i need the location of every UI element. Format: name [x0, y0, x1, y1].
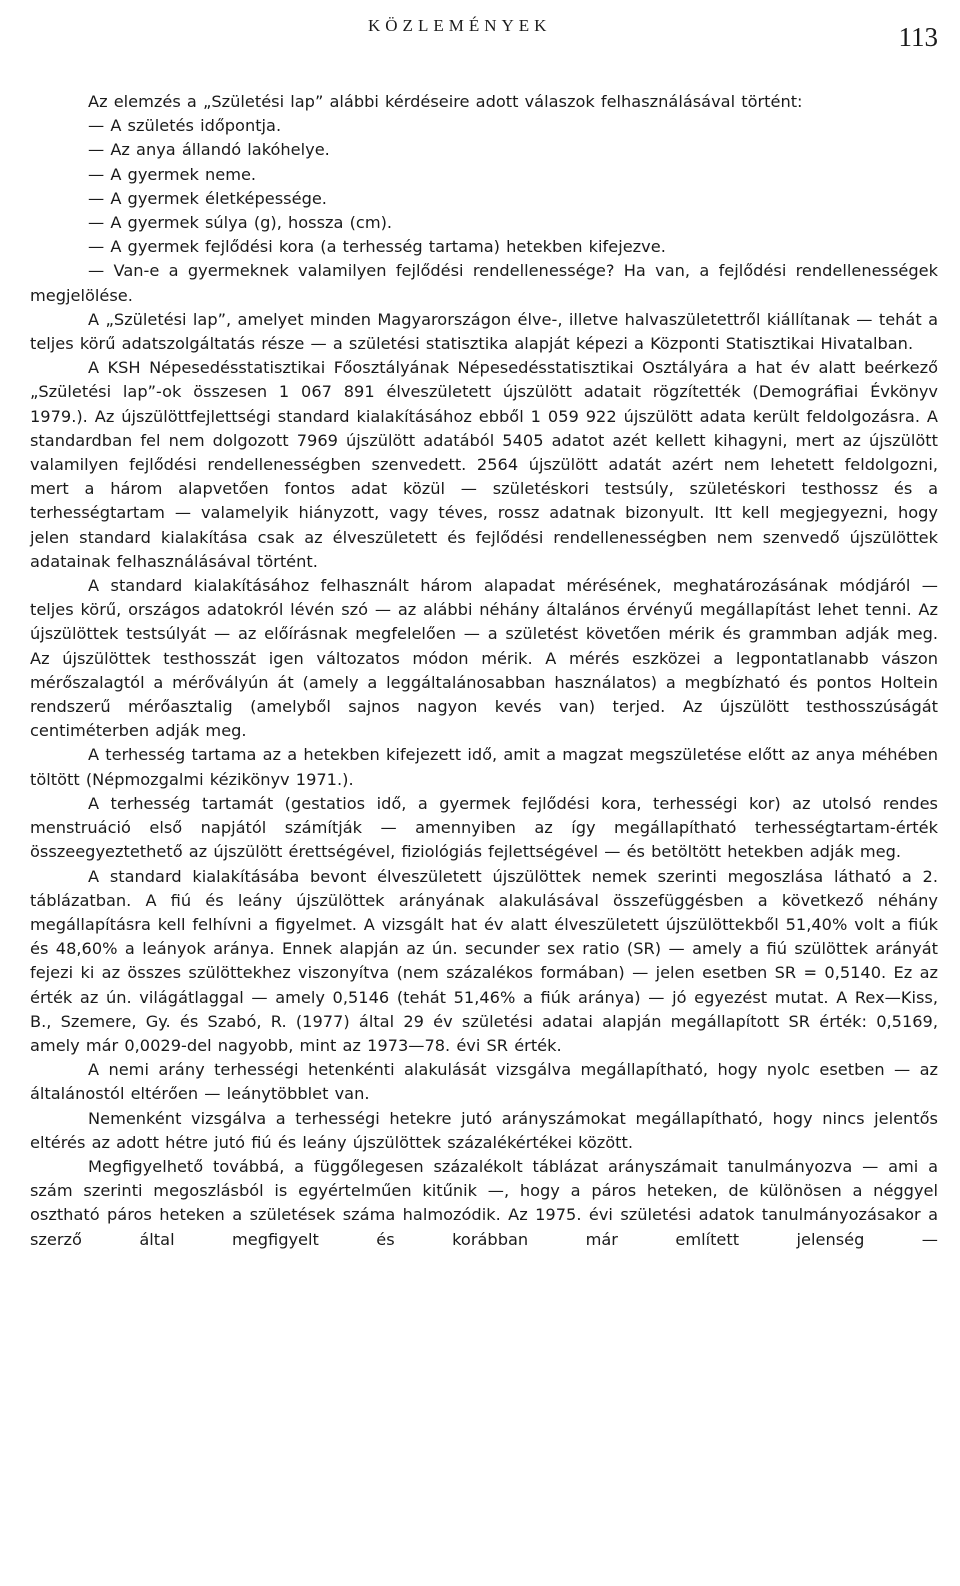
paragraph: A KSH Népesedésstatisztikai Főosztályának Népesedésstatisztikai Osztályára a hat év alatt beérkező „Születési lap”-ok összesen 1 067 891 élveszületett újszülött adatait rögzítették (Demográfiai Évkönyv 1979.). Az újszülöttfejlettségi standard kialakításához ebből 1 059 922 újszülött adata került feldolgozásra. A standardban fel nem dolgozott 7969 újszülött adatából 5405 adatot azét kellett kihagyni, mert az újszülött valamilyen fejlődési rendellenességben szenvedett. 2564 újszülött adatát azért nem lehetett feldolgozni, mert a három alapvetően fontos adat közül — születéskori testsúly, születéskori testhossz és a terhességtartam — valamelyik hiányzott, vagy téves, rossz adatnak bizonyult. Itt kell megjegyezni, hogy jelen standard kialakítása csak az élveszületett és fejlődési rendellenességben nem szenvedő újszülöttek adatainak felhasználásával történt.: [30, 358, 938, 571]
list-item: — A gyermek neme.: [88, 164, 257, 184]
intro-paragraph: Az elemzés a „Születési lap” alábbi kérdéseire adott válaszok felhasználásával történt:: [88, 92, 803, 111]
paragraph: A standard kialakításához felhasznált három alapadat mérésének, meghatározásának módjáról — teljes körű, országos adatokról lévén szó — az alábbi néhány általános érvényű megállapítást lehet tenni. Az újszülöttek testsúlyát — az előírásnak megfelelően — a születést követően mérik és grammban adják meg. Az újszülöttek testhosszát igen változatos módon mérik. A mérés eszközei a legpontatlanabb vászon mérőszalagtól a mérővályún át (amely a leggáltalánosabban használatos) a megbízható és pontos Holtein rendszerű mérőasztalig (amelyből sajnos nagyon kevés van) terjed. Az újszülött testhosszúságát centiméterben adják meg.: [30, 576, 938, 741]
list-item: — A gyermek életképessége.: [88, 188, 327, 208]
question-list: [30, 114, 938, 308]
paragraph: Nemenként vizsgálva a terhességi hetekre jutó arányszámokat megállapítható, hogy nincs jelentős eltérés az adott hétre jutó fiú és leány újszülöttek százalékértékei között.: [30, 1108, 938, 1152]
list-item: — A születés időpontja.: [88, 116, 282, 136]
paragraph: A terhesség tartamát (gestatios idő, a gyermek fejlődési kora, terhességi kor) az utolsó rendes menstruáció első napjától számítják — amennyiben az így megállapítható terhességtartam-érték összeegyeztethető az újszülött érettségével, fiziológiás fejlettségével — és betöltött hetekben adják meg.: [30, 793, 938, 862]
page-number: 113: [898, 22, 938, 52]
list-item: — Van-e a gyermeknek valamilyen fejlődési rendellenessége? Ha van, a fejlődési rendellenességek megjelölése.: [30, 261, 938, 305]
running-head: KÖZLEMÉNYEK: [368, 16, 552, 35]
paragraph: A nemi arány terhességi hetenkénti alakulását vizsgálva megállapítható, hogy nyolc esetben — az általánostól eltérően — leánytöbblet van.: [30, 1060, 938, 1104]
list-item: — A gyermek súlya (g), hossza (cm).: [88, 213, 393, 233]
paragraph: Megfigyelhető továbbá, a függőlegesen százalékolt táblázat arányszámait tanulmányozva — ami a szám szerinti megoszlásból is egyértelműen kitűnik —, hogy a páros heteken, de különösen a néggyel osztható páros heteken a születések száma halmozódik. Az 1975. évi születési adatok tanulmányozásakor a szerző által megfigyelt és korábban már említett jelenség —: [30, 1156, 938, 1249]
paragraph: A terhesség tartama az a hetekben kifejezett idő, amit a magzat megszületése előtt az anya méhében töltött (Népmozgalmi kézikönyv 1971.).: [30, 745, 938, 789]
list-item: — Az anya állandó lakóhelye.: [88, 140, 330, 160]
paragraph: A „Születési lap”, amelyet minden Magyarországon élve-, illetve halvaszületettről kiállítanak — tehát a teljes körű adatszolgáltatás része — a születési statisztika alapját képezi a Központi Statisztikai Hivatalban.: [30, 309, 938, 354]
paragraph: A standard kialakításába bevont élveszületett újszülöttek nemek szerinti megoszlása látható a 2. táblázatban. A fiú és leány újszülöttek arányának alakulásával összefüggésben a következő néhány megállapításra kell felhívni a figyelmet. A vizsgált hat év alatt élveszületett újszülöttekből 51,40% volt a fiúk és 48,60% a leányok aránya. Ennek alapján az ún. secunder sex ratio (SR) — amely a fiú szülöttek arányát fejezi ki az összes szülöttekhez viszonyítva (nem százalékos formában) — jelen esetben SR = 0,5140. Ez az érték az ún. világátlaggal — amely 0,5146 (tehát 51,46% a fiúk aránya) — jó egyezést mutat. A Rex—Kiss, B., Szemere, Gy. és Szabó, R. (1977) által 29 év születési adatai alapján megállapított SR érték: 0,5169, amely már 0,0029-del nagyobb, mint az 1973—78. évi SR érték.: [30, 866, 938, 1055]
body-text: [30, 90, 938, 1252]
list-item: — A gyermek fejlődési kora (a terhesség tartama) hetekben kifejezve.: [88, 237, 666, 257]
